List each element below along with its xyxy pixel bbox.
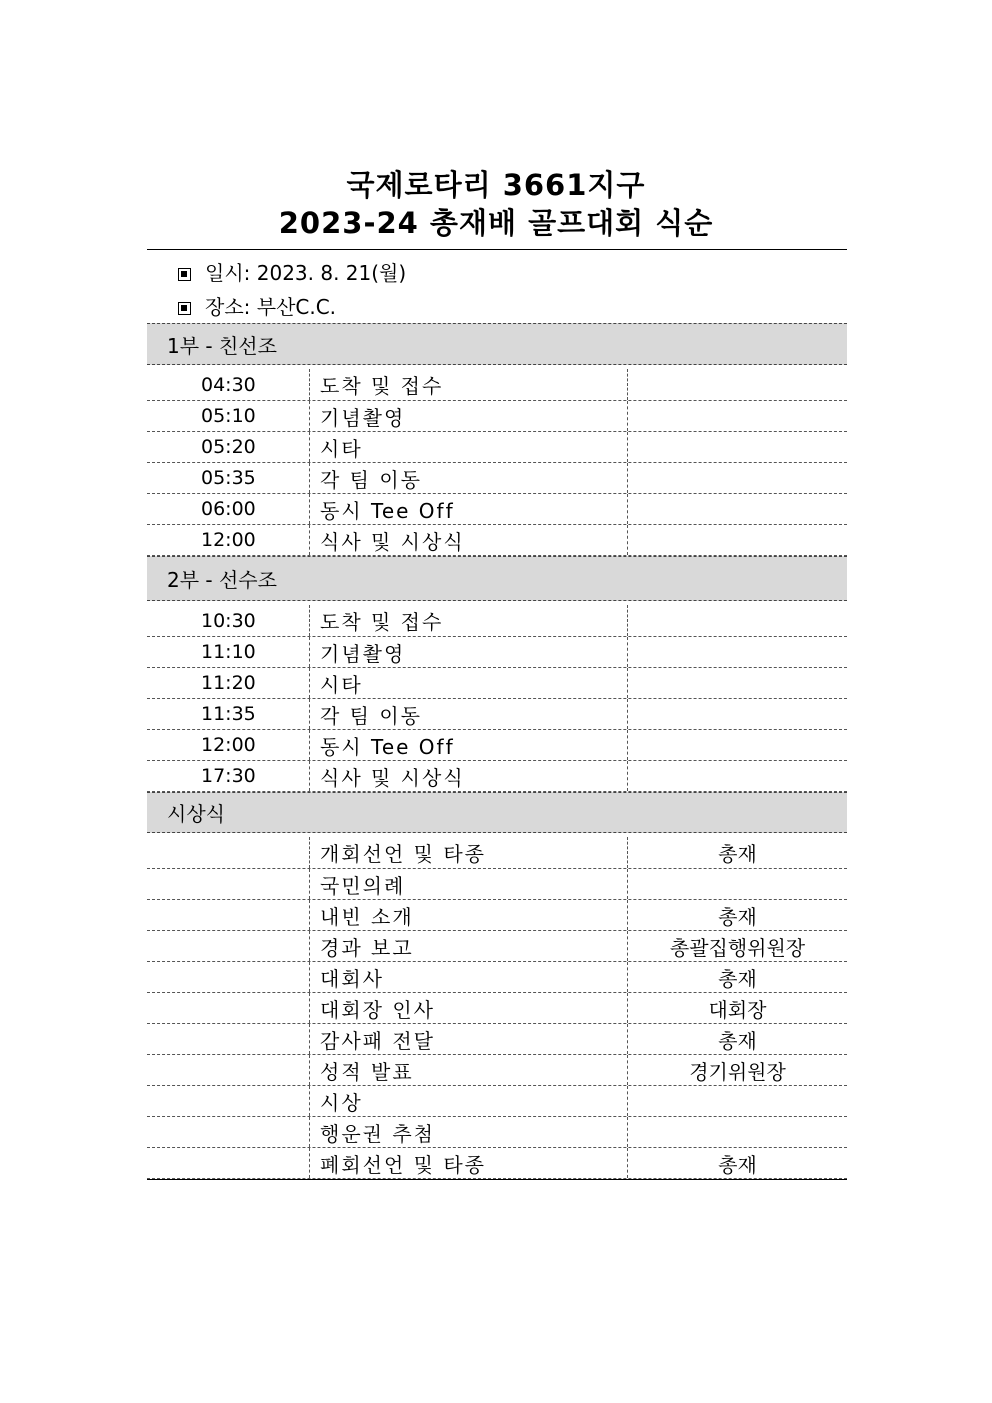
presenter-cell: 총재 (627, 962, 847, 992)
presenter-cell (627, 637, 847, 667)
presenter-cell (627, 401, 847, 431)
time-cell (147, 962, 309, 992)
schedule-row (147, 463, 847, 494)
presenter-cell: 총재 (627, 1148, 847, 1178)
event-cell: 기념촬영 (309, 401, 627, 431)
place-value: 부산C.C. (256, 295, 337, 319)
info-place (178, 291, 336, 320)
time-cell: 11:35 (201, 703, 256, 725)
event-cell: 행운권 추첨 (309, 1117, 627, 1147)
schedule-row (147, 1024, 847, 1055)
schedule-row (147, 494, 847, 525)
presenter-cell (627, 1117, 847, 1147)
title-line-2: 2023-24 총재배 골프대회 식순 (278, 206, 714, 240)
presenter-cell (627, 761, 847, 791)
event-cell: 도착 및 접수 (309, 605, 627, 636)
title-divider (147, 249, 847, 250)
time-cell (147, 993, 309, 1023)
presenter-cell (627, 1086, 847, 1116)
presenter-cell (627, 699, 847, 729)
schedule-row (147, 1148, 847, 1179)
presenter-cell (627, 494, 847, 524)
event-cell: 국민의례 (309, 869, 627, 899)
section-header: 1부 - 친선조 (147, 323, 847, 365)
schedule-row (147, 432, 847, 463)
event-cell: 시타 (309, 432, 627, 462)
time-cell: 11:10 (201, 641, 256, 663)
event-cell: 시상 (309, 1086, 627, 1116)
time-cell: 10:30 (201, 609, 256, 632)
time-cell: 17:30 (201, 765, 256, 787)
presenter-cell (627, 432, 847, 462)
schedule-row (147, 1117, 847, 1148)
event-cell: 대회장 인사 (309, 993, 627, 1023)
presenter-cell: 총재 (627, 900, 847, 930)
event-cell: 대회사 (309, 962, 627, 992)
time-cell: 05:10 (201, 405, 256, 427)
time-cell: 06:00 (201, 498, 256, 520)
time-cell: 12:00 (201, 529, 256, 551)
presenter-cell: 대회장 (627, 993, 847, 1023)
schedule-row (147, 401, 847, 432)
time-cell: 05:20 (201, 436, 256, 458)
schedule-row (147, 869, 847, 900)
event-cell: 감사패 전달 (309, 1024, 627, 1054)
section-header: 시상식 (147, 792, 847, 833)
presenter-cell: 총재 (627, 837, 847, 868)
place-label: 장소: (205, 295, 251, 319)
event-cell: 폐회선언 및 타종 (309, 1148, 627, 1178)
schedule-row (147, 730, 847, 761)
section-header: 2부 - 선수조 (147, 556, 847, 601)
event-cell: 각 팀 이동 (309, 463, 627, 493)
presenter-cell (627, 525, 847, 555)
event-cell: 개회선언 및 타종 (309, 837, 627, 868)
event-cell: 각 팀 이동 (309, 699, 627, 729)
event-cell: 동시 Tee Off (309, 494, 627, 524)
presenter-cell (627, 869, 847, 899)
presenter-cell (627, 369, 847, 400)
presenter-cell: 총재 (627, 1024, 847, 1054)
schedule-row (147, 525, 847, 556)
event-cell: 기념촬영 (309, 637, 627, 667)
presenter-cell (627, 605, 847, 636)
event-cell: 동시 Tee Off (309, 730, 627, 760)
time-cell (147, 1024, 309, 1054)
time-cell (147, 1086, 309, 1116)
square-bullet-icon (178, 268, 191, 281)
event-cell: 내빈 소개 (309, 900, 627, 930)
time-cell (147, 1117, 309, 1147)
schedule-row (147, 1055, 847, 1086)
schedule-row (147, 365, 847, 401)
schedule-row (147, 761, 847, 792)
time-cell (147, 1148, 309, 1178)
schedule-row (147, 931, 847, 962)
time-cell (147, 900, 309, 930)
time-cell (147, 931, 309, 961)
date-value: 2023. 8. 21(월) (256, 261, 407, 285)
schedule-table (147, 323, 847, 1180)
time-cell (147, 869, 309, 899)
schedule-row (147, 900, 847, 931)
schedule-row (147, 962, 847, 993)
event-cell: 성적 발표 (309, 1055, 627, 1085)
date-label: 일시: (205, 261, 251, 285)
schedule-row (147, 993, 847, 1024)
time-cell: 04:30 (201, 373, 256, 396)
presenter-cell (627, 463, 847, 493)
event-cell: 도착 및 접수 (309, 369, 627, 400)
time-cell: 05:35 (201, 467, 256, 489)
presenter-cell: 총괄집행위원장 (627, 931, 847, 961)
title-line-1: 국제로타리 3661지구 (346, 168, 646, 202)
presenter-cell (627, 668, 847, 698)
event-cell: 식사 및 시상식 (309, 761, 627, 791)
schedule-row (147, 668, 847, 699)
schedule-row (147, 699, 847, 730)
event-cell: 경과 보고 (309, 931, 627, 961)
schedule-row (147, 833, 847, 869)
time-cell: 12:00 (201, 734, 256, 756)
presenter-cell (627, 730, 847, 760)
square-bullet-icon (178, 302, 191, 315)
time-cell (147, 1055, 309, 1085)
event-cell: 시타 (309, 668, 627, 698)
schedule-row (147, 601, 847, 637)
time-cell: 11:20 (201, 672, 256, 694)
schedule-row (147, 637, 847, 668)
time-cell (147, 837, 309, 868)
info-date (178, 257, 406, 286)
schedule-row (147, 1086, 847, 1117)
event-cell: 식사 및 시상식 (309, 525, 627, 555)
presenter-cell: 경기위원장 (627, 1055, 847, 1085)
